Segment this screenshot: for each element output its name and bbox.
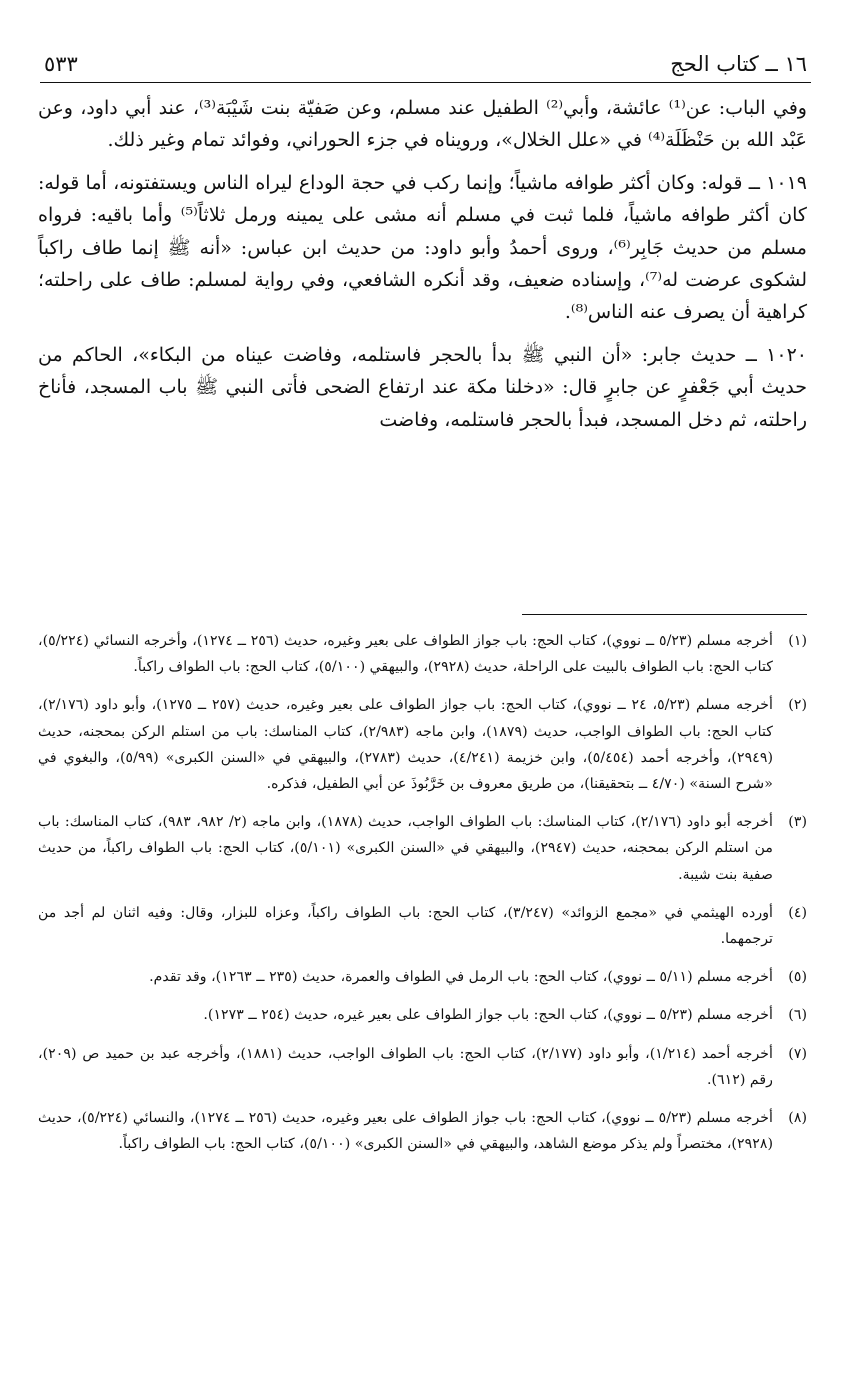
- footnote-number: (٤): [788, 904, 807, 921]
- footnote-number: (٨): [788, 1110, 807, 1127]
- footnote-number: (٣): [788, 814, 807, 831]
- footnote-text: أخرجه مسلم (٥/٢٣، ٢٤ ــ نووي)، كتاب الحج: باب جواز الطواف على بعير وغيره، حديث (٢٥٧ ــ ١٢٧٥)، وأبو داود (٢/١٧٦)، كتاب الحج: باب الطواف الواجب، حديث (١٨٧٩)، وابن ماجه (٢/٩٨٣)، كتاب المناسك: باب من استلم الركن بمحجنه، حديث (٢٩٤٩)، وأخرجه أحمد (٥/٤٥٤)، وابن خزيمة (٤/٢٤١)، حديث (٢٧٨٣)، والبيهقي في «السنن الكبرى» (٥/٩٩)، والبغوي في «شرح السنة» (٤/٧٠ ــ بتحقيقنا)، من طريق معروف بن خَرَّبُوذَ عن أبي الطفيل، فذكره.: [38, 697, 774, 793]
- footnote-text: أخرجه أحمد (١/٢١٤)، وأبو داود (٢/١٧٧)، كتاب الحج: باب الطواف الواجب، حديث (١٨٨١)، وأخرجه عبد بن حميد ص (٢٠٩)، رقم (٦١٢).: [38, 1045, 773, 1088]
- footnote: [38, 1002, 807, 1028]
- footnote: [38, 809, 807, 888]
- paragraph-1020: ١٠٢٠ ــ حديث جابر: «أن النبي ﷺ بدأ بالحجر فاستلمه، وفاضت عيناه من البكاء»، الحاكم من حديث أبي جَعْفرٍ عن جابرٍ قال: «دخلنا مكة عند ارتفاع الضحى فأتى النبي ﷺ باب المسجد، فأناخ راحلته، ثم دخل المسجد، فبدأ بالحجر فاستلمه، وفاضت: [38, 343, 807, 431]
- footnote-number: (١): [788, 633, 807, 649]
- footnote-number: (٢): [788, 697, 807, 714]
- footnote: [38, 692, 807, 797]
- page-number: ٥٣٣: [44, 52, 78, 76]
- footnote-text: أورده الهيثمي في «مجمع الزوائد» (٣/٢٤٧)، كتاب الحج: باب الطواف راكباً، وعزاه للبزار، وقال: وفيه اثنان لم أجد من ترجمهما.: [38, 904, 773, 948]
- chapter-title: ١٦ ــ كتاب الحج: [670, 52, 807, 76]
- footnote: [38, 1105, 807, 1157]
- footnote: [38, 900, 807, 952]
- footnote-separator: [522, 614, 807, 615]
- footnotes: [38, 628, 807, 1169]
- footnote: [38, 1041, 807, 1093]
- footnote: [38, 628, 807, 680]
- footnote-text: أخرجه مسلم (٥/٢٣ ــ نووي)، كتاب الحج: باب جواز الطواف على بعير وغيره، حديث (٢٥٦ ــ ١٢٧٤)، وأخرجه النسائي (٥/٢٢٤)، كتاب الحج: باب الطواف بالبيت على الراحلة، حديث (٢٩٢٨)، والبيهقي (٥/١٠٠)، كتاب الحج: باب الطواف راكباً.: [38, 633, 773, 676]
- main-text: [38, 92, 807, 446]
- paragraph-intro: وفي الباب: عن⁽¹⁾ عائشة، وأبي⁽²⁾ الطفيل عند مسلم، وعن صَفيّة بنت شَيْبَة⁽³⁾، عند أبي داود، وعن عَبْد الله بن حَنْظَلَة⁽⁴⁾ في «علل الخلال»، ورويناه في جزء الحوراني، وفوائد تمام وغير ذلك.: [38, 97, 807, 152]
- footnote-number: (٥): [788, 969, 807, 986]
- footnote-text: أخرجه مسلم (٥/٢٣ ــ نووي)، كتاب الحج: باب جواز الطواف على بعير غيره، حديث (٢٥٤ ــ ١٢٧٣).: [203, 1007, 773, 1024]
- footnote-number: (٧): [788, 1045, 807, 1062]
- footnote-text: أخرجه أبو داود (٢/١٧٦)، كتاب المناسك: باب الطواف الواجب، حديث (١٨٧٨)، وابن ماجه (٢/ ٩٨٢، ٩٨٣)، كتاب المناسك: باب من استلم الركن بمحجنه، حديث (٢٩٤٧)، والبيهقي في «السنن الكبرى» (٥/١٠١)، كتاب الحج: باب الطواف راكباً، من حديث صفية بنت شيبة.: [38, 814, 773, 883]
- footnote: [38, 964, 807, 990]
- paragraph-1019: ١٠١٩ ــ قوله: وكان أكثر طوافه ماشياً؛ وإنما ركب في حجة الوداع ليراه الناس ويستفتونه، أما قوله: كان أكثر طوافه ماشياً، فلما ثبت في مسلم أنه مشى على يمينه ورمل ثلاثاً⁽⁵⁾ وأما باقيه: فرواه مسلم من حديث جَابِر⁽⁶⁾، وروى أحمدُ وأبو داود: من حديث ابن عباس: «أنه ﷺ إنما طاف راكباً لشكوى عرضت له⁽⁷⁾، وإسناده ضعيف، وقد أنكره الشافعي، وفي رواية لمسلم: طاف على راحلته؛ كراهية أن يصرف عنه الناس⁽⁸⁾.: [38, 171, 807, 324]
- footnote-number: (٦): [788, 1007, 807, 1024]
- footnote-text: أخرجه مسلم (٥/٢٣ ــ نووي)، كتاب الحج: باب جواز الطواف على بعير وغيره، حديث (٢٥٦ ــ ١٢٧٤)، والنسائي (٥/٢٢٤)، حديث (٢٩٢٨)، مختصراً ولم يذكر موضع الشاهد، والبيهقي في «السنن الكبرى» (٥/١٠٠)، كتاب الحج: باب الطواف راكباً.: [38, 1110, 773, 1153]
- running-header: [40, 48, 811, 83]
- footnote-text: أخرجه مسلم (٥/١١ ــ نووي)، كتاب الحج: باب الرمل في الطواف والعمرة، حديث (٢٣٥ ــ ١٢٦٣)، وقد تقدم.: [149, 969, 773, 986]
